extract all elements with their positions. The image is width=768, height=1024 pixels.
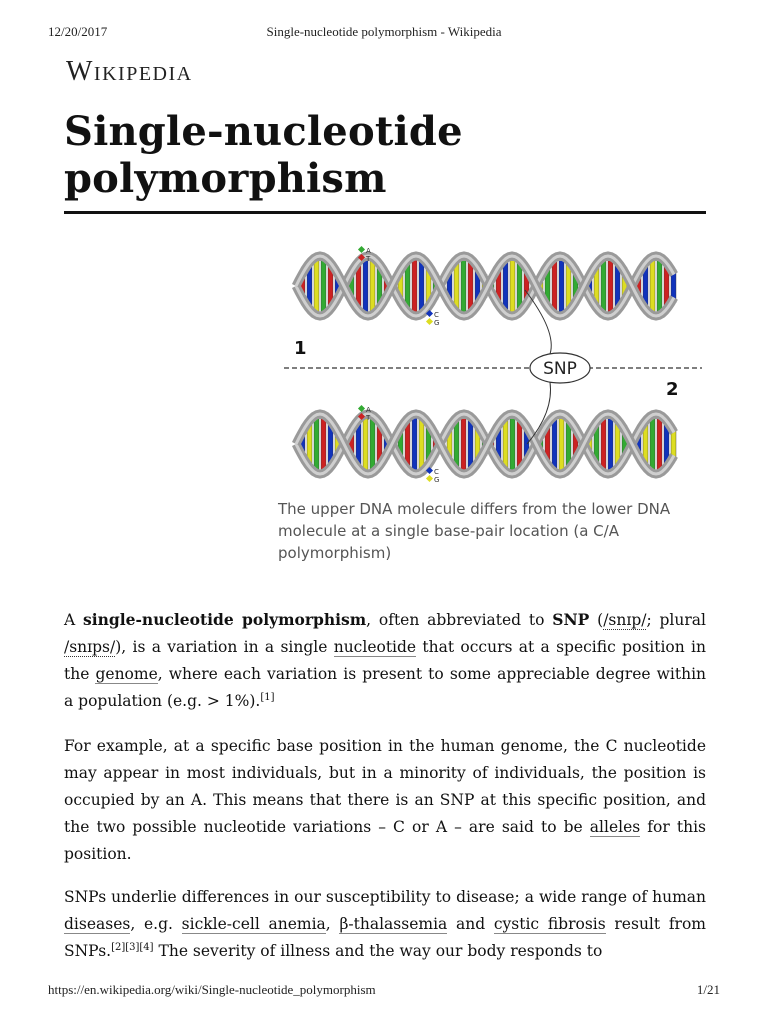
legend-cg-upper: [426, 310, 439, 327]
print-footer: [0, 982, 768, 1002]
legend-a-label-lower: A: [366, 406, 371, 414]
base-pair: [370, 256, 375, 315]
base-pair: [503, 261, 508, 311]
legend-a-swatch: [358, 246, 365, 253]
base-pair: [608, 256, 613, 316]
base-pair: [650, 416, 655, 471]
base-pair: [412, 415, 417, 473]
legend-cg-lower: [426, 467, 439, 484]
link-cystic-fibrosis[interactable]: cystic fibrosis: [493, 915, 606, 933]
base-pair: [461, 415, 466, 474]
paragraph-disease: SNPs underlie differences in our susceptibility to disease; a wide range of human diseases, e.g. sickle-cell anemia, β-thalassemia and cystic fibrosis result from SNPs.[2][3][4] The severity of illness and the way our body responds to: [64, 888, 706, 960]
term-snp-full: single-nucleotide polymorphism: [83, 610, 367, 629]
base-pair: [363, 416, 368, 473]
print-url: https://en.wikipedia.org/wiki/Single-nucleotide_polymorphism: [48, 982, 376, 997]
base-pair: [601, 417, 606, 471]
base-pair: [363, 258, 368, 315]
base-pair: [412, 257, 417, 315]
figure-caption: The upper DNA molecule differs from the lower DNA molecule at a single base-pair location (a C/A polymorphism): [278, 500, 671, 562]
print-page-number: 1/21: [696, 982, 720, 997]
link-sickle-cell-anemia[interactable]: sickle-cell anemia: [181, 915, 326, 933]
legend-t-label-lower: T: [366, 414, 371, 422]
legend-g-swatch: [426, 318, 433, 325]
base-pair: [559, 414, 564, 474]
print-date: 12/20/2017: [48, 24, 108, 39]
print-page-title: Single-nucleotide polymorphism - Wikipedia: [266, 24, 502, 39]
base-pair: [552, 260, 557, 312]
base-pair: [321, 414, 326, 474]
base-pair: [454, 262, 459, 310]
dna-helix-lower: [296, 414, 676, 474]
snp-label: SNP: [543, 359, 577, 379]
dna-snp-diagram: [282, 232, 706, 492]
link-alleles[interactable]: alleles: [589, 818, 641, 836]
base-pair: [657, 256, 662, 316]
paragraph-intro: A single-nucleotide polymorphism, often abbreviated to SNP (/snɪp/; plural /snɪps/), is a variation in a single nucleotide that occurs at a specific position in the genome, where each variation is present to some appreciable degree within a population (e.g. > 1%).[1]: [64, 610, 707, 710]
base-pair: [510, 256, 515, 315]
base-pair: [370, 414, 375, 473]
legend-a-label: A: [366, 247, 371, 255]
base-pair: [503, 419, 508, 469]
legend-g-label: G: [434, 319, 440, 327]
paragraph-example: For example, at a specific base position in the human genome, the C nucleotide may appear in most individuals, but in a minority of individuals, the position is occupied by an A. This means that there is an SNP at this specific position, and the two possible nucleotide variations – C or A – are said to be alleles for this position.: [64, 737, 706, 863]
base-pair: [608, 414, 613, 474]
base-pair: [552, 418, 557, 470]
wikipedia-wordmark[interactable]: Wikipedia: [66, 56, 193, 87]
link-nucleotide[interactable]: nucleotide: [333, 638, 417, 656]
base-pair: [601, 259, 606, 313]
link-genome[interactable]: genome: [95, 665, 158, 683]
legend-t-label: T: [366, 255, 371, 263]
dna-helix-upper: [296, 256, 676, 316]
citation-1[interactable]: [1]: [260, 691, 275, 703]
base-pair: [454, 420, 459, 468]
base-pair: [650, 258, 655, 313]
base-pair: [657, 414, 662, 474]
title-divider: [64, 211, 706, 214]
base-pair: [559, 256, 564, 316]
legend-g-label-lower: G: [434, 476, 440, 484]
print-header: [0, 24, 768, 44]
base-pair: [314, 258, 319, 313]
ipa-singular-link[interactable]: /snɪp/: [603, 611, 647, 629]
molecule-label-2: 2: [666, 379, 679, 400]
ipa-plural-link[interactable]: /snɪps/: [64, 638, 116, 656]
legend-c-label: C: [434, 311, 439, 319]
legend-c-label-lower: C: [434, 468, 439, 476]
base-pair: [510, 414, 515, 473]
base-pair: [321, 256, 326, 316]
page-title: Single-nucleotide polymorphism: [64, 108, 463, 202]
base-pair: [314, 416, 319, 471]
link-diseases[interactable]: diseases: [64, 915, 131, 933]
legend-g-swatch-lower: [426, 475, 433, 482]
term-snp-abbr: SNP: [552, 610, 590, 629]
link-beta-thalassemia[interactable]: β-thalassemia: [339, 915, 448, 933]
molecule-label-1: 1: [294, 338, 307, 359]
base-pair: [461, 257, 466, 316]
citations-2-3-4[interactable]: [2][3][4]: [111, 941, 154, 953]
